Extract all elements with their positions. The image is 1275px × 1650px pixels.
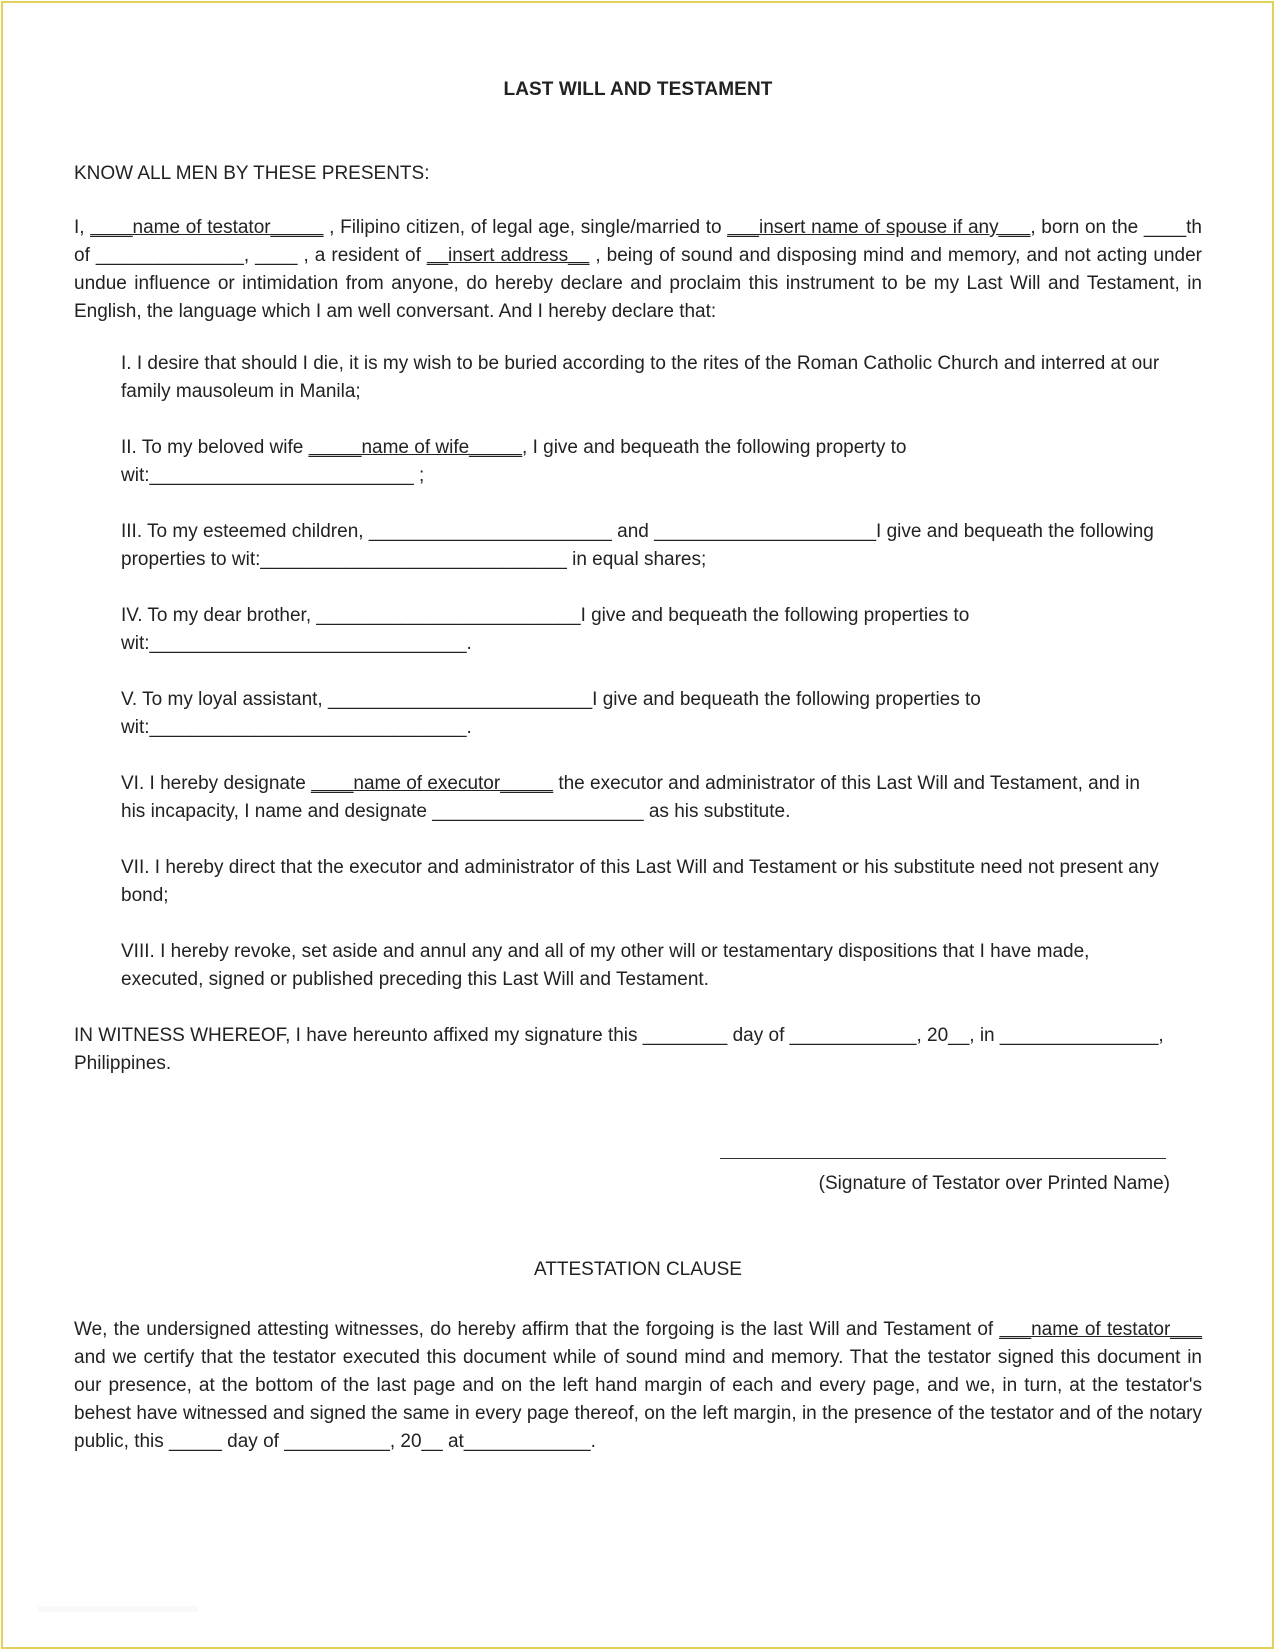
attestation-text-2: and we certify that the testator executed this document while of sound mind and memory. That the testator signed this document in our presence, at the bottom of the last page and on the left hand margin of each and every page, and we, in turn, at the testator's behest have witnessed and signed the same in every page thereof, on the left margin, in the presence of the testator and of the notary public, this _____ day of __________, 20__ at____________. [74, 1347, 1202, 1452]
clause-6-text-a: VI. I hereby designate [121, 773, 312, 794]
executor-name-blank: ____name of executor_____ [311, 773, 554, 794]
attestation-heading: ATTESTATION CLAUSE [534, 1259, 742, 1280]
clause-5: V. To my loyal assistant, _________________________I give and bequeath the following properties to wit:______________________________. [121, 689, 981, 738]
clause-6 [121, 770, 1161, 826]
clause-6-text-b: the executor and administrator of this Last Will and Testament, and in his incapacity, I name and designate ____________________ as his substitute. [121, 773, 1140, 822]
clause-2 [121, 434, 1161, 490]
clause-1: I. I desire that should I die, it is my wish to be buried according to the rites of the Roman Catholic Church and interred at our family mausoleum in Manila; [121, 353, 1160, 402]
clause-2-text-a: II. To my beloved wife [121, 437, 309, 458]
witness-paragraph: IN WITNESS WHEREOF, I have hereunto affixed my signature this ________ day of ____________, 20__, in _______________, Philippines. [74, 1025, 1164, 1074]
attestation-paragraph [74, 1316, 1202, 1456]
signature-caption: (Signature of Testator over Printed Name) [818, 1173, 1170, 1194]
document-title: LAST WILL AND TESTAMENT [503, 79, 773, 100]
clauses-list [121, 350, 1161, 994]
wife-name-blank: _____name of wife_____ [308, 437, 523, 458]
intro-text-4: , being of sound and disposing mind and memory, and not acting under undue influence or intimidation from anyone, do hereby declare and proclaim this instrument to be my Last Will and Testament, in English, the language which I am well conversant. And I hereby declare that: [74, 245, 1202, 322]
testator-name-blank: ____name of testator_____ [90, 217, 324, 238]
signature-line [720, 1158, 1166, 1159]
clause-7: VII. I hereby direct that the executor and administrator of this Last Will and Testament or his substitute need not present any bond; [121, 857, 1159, 906]
attestation-text-1: We, the undersigned attesting witnesses, do hereby affirm that the forgoing is the last Will and Testament of [74, 1319, 1000, 1340]
intro-paragraph [74, 214, 1202, 326]
intro-text-2: , Filipino citizen, of legal age, single/married to [323, 217, 728, 238]
attestation-testator-blank: ___name of testator___ [999, 1319, 1203, 1340]
document-body [74, 76, 1202, 1456]
preamble: KNOW ALL MEN BY THESE PRESENTS: [74, 163, 430, 184]
intro-text-3: , born on the ____th of ______________, ____ , a resident of [74, 217, 1203, 266]
clause-4: IV. To my dear brother, _________________________I give and bequeath the following properties to wit:______________________________. [121, 605, 970, 654]
address-blank: __insert address__ [426, 245, 590, 266]
signature-block [74, 1142, 1202, 1198]
faint-watermark [38, 1606, 198, 1612]
intro-text-1: I, [74, 217, 91, 238]
spouse-name-blank: ___insert name of spouse if any___ [727, 217, 1031, 238]
clause-2-text-b: , I give and bequeath the following property to wit:_________________________ ; [121, 437, 907, 486]
clause-3: III. To my esteemed children, _______________________ and _____________________I give and bequeath the following properties to wit:_____________________________ in equal shares; [121, 521, 1154, 570]
clause-8: VIII. I hereby revoke, set aside and annul any and all of my other will or testamentary dispositions that I have made, executed, signed or published preceding this Last Will and Testament. [121, 941, 1090, 990]
